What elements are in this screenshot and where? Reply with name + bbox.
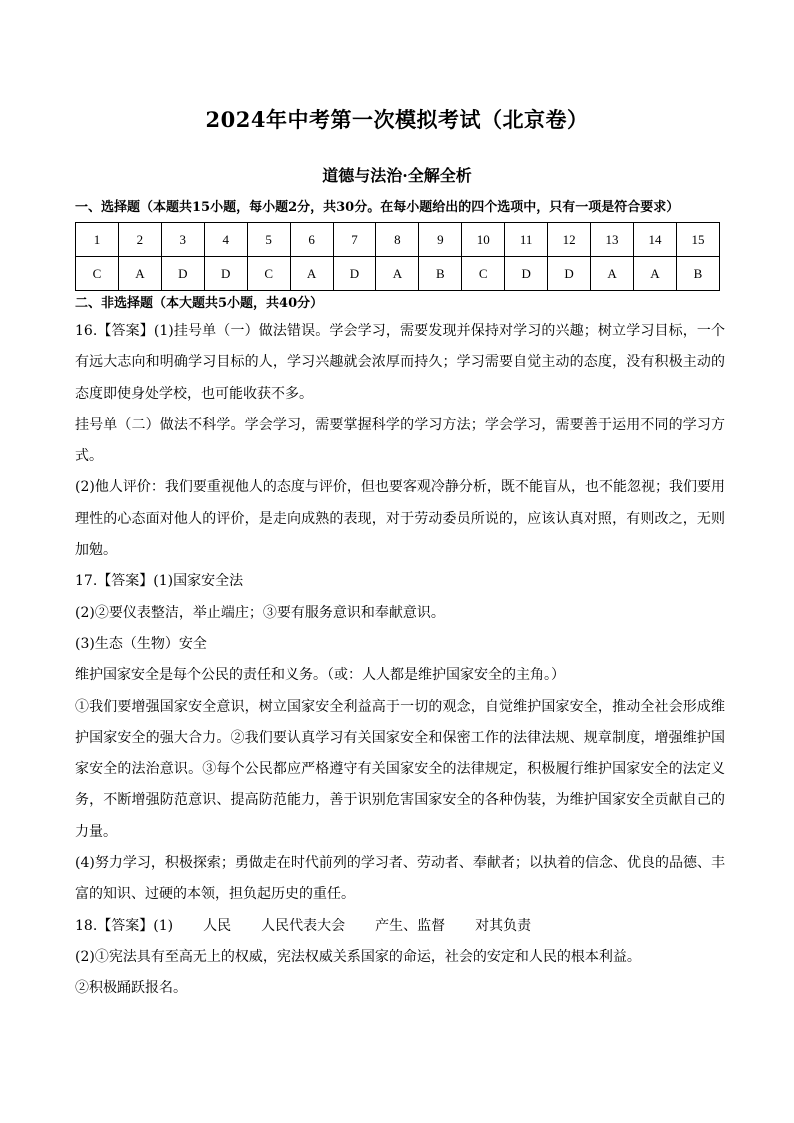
answer-cell: C: [247, 257, 290, 291]
q17-answer-part3: (3)生态（生物）安全: [75, 635, 207, 652]
page-title: 2024年中考第一次模拟考试（北京卷）: [205, 107, 589, 132]
answer-cell: A: [376, 257, 419, 291]
question-number-cell: 10: [462, 223, 505, 257]
q16-answer-part2: 挂号单（二）做法不科学。学会学习，需要掌握科学的学习方法；学会学习，需要善于运用不同的学习方式。: [75, 416, 725, 465]
answer-table: [75, 222, 720, 291]
q18-blank-4: 对其负责: [475, 917, 532, 934]
q18-answer-part2: (2)①宪法具有至高无上的权威，宪法权威关系国家的命运，社会的安定和人民的根本利益。: [75, 948, 641, 965]
question-number-cell: 15: [676, 223, 719, 257]
answer-cell: C: [76, 257, 119, 291]
answer-cell: A: [118, 257, 161, 291]
question-number-cell: 9: [419, 223, 462, 257]
q17-answer-part6: (4)努力学习，积极探索；勇做走在时代前列的学习者、劳动者、奉献者；以执着的信念、优良的品德、丰富的知识、过硬的本领，担负起历史的重任。: [75, 855, 725, 903]
question-number-cell: 3: [161, 223, 204, 257]
q17-answer-part2: (2)②要仪表整洁，举止端庄；③要有服务意识和奉献意识。: [75, 604, 445, 621]
answer-cell: A: [290, 257, 333, 291]
q17-answer-part5: ①我们要增强国家安全意识，树立国家安全利益高于一切的观念，自觉维护国家安全，推动全社会形成维护国家安全的强大合力。②我们要认真学习有关国家安全和保密工作的法律法规、规章制度，增强维护国家安全的法治意识。③每个公民都应严格遵守有关国家安全的法律规定，积极履行维护国家安全的法定义务，不断增强防范意识、提高防范能力，善于识别危害国家安全的各种伪装，为维护国家安全贡献自己的力量。: [75, 698, 725, 840]
question-number-cell: 12: [548, 223, 591, 257]
answer-table-number-row: [76, 223, 720, 257]
q17-answer-part1: 17.【答案】(1)国家安全法: [75, 573, 244, 590]
answer-cell: B: [419, 257, 462, 291]
question-number-cell: 7: [333, 223, 376, 257]
q18-answer-part1: [75, 911, 725, 942]
answer-cell: A: [591, 257, 634, 291]
question-number-cell: 1: [76, 223, 119, 257]
question-number-cell: 11: [505, 223, 548, 257]
answer-cell: D: [204, 257, 247, 291]
q18-blank-2: 人民代表大会: [261, 917, 346, 934]
section1-heading: 一、选择题（本题共15小题，每小题2分，共30分。在每小题给出的四个选项中，只有一项是符合要求）: [75, 200, 680, 215]
question-number-cell: 8: [376, 223, 419, 257]
answer-cell: D: [548, 257, 591, 291]
question-number-cell: 13: [591, 223, 634, 257]
q18-blank-3: 产生、监督: [375, 917, 446, 934]
question-number-cell: 4: [204, 223, 247, 257]
answer-cell: B: [676, 257, 719, 291]
answer-cell: D: [505, 257, 548, 291]
answer-table-answer-row: [76, 257, 720, 291]
q17-answer-part4: 维护国家安全是每个公民的责任和义务。（或：人人都是维护国家安全的主角。）: [75, 667, 565, 684]
q18-prefix: 18.【答案】(1): [75, 917, 174, 934]
question-number-cell: 6: [290, 223, 333, 257]
q16-answer-part1: 16.【答案】(1)挂号单（一）做法错误。学会学习，需要发现并保持对学习的兴趣；树立学习目标，一个有远大志向和明确学习目标的人，学习兴趣就会浓厚而持久；学习需要自觉主动的态度，没有积极主动的态度即使身处学校，也可能收获不多。: [75, 323, 725, 402]
question-number-cell: 5: [247, 223, 290, 257]
question-number-cell: 14: [633, 223, 676, 257]
answer-cell: A: [633, 257, 676, 291]
q18-blank-1: 人民: [203, 917, 232, 934]
answer-cell: C: [462, 257, 505, 291]
section2-heading: 二、非选择题（本大题共5小题，共40分）: [75, 296, 324, 311]
question-number-cell: 2: [118, 223, 161, 257]
q18-answer-part3: ②积极踊跃报名。: [75, 980, 187, 997]
answer-cell: D: [161, 257, 204, 291]
page-subtitle: 道德与法治·全解全析: [322, 166, 472, 185]
q16-answer-part3: (2)他人评价：我们要重视他人的态度与评价，但也要客观冷静分析，既不能盲从，也不能忽视；我们要用理性的心态面对他人的评价，是走向成熟的表现，对于劳动委员所说的，应该认真对照，有则改之，无则加勉。: [75, 479, 725, 559]
answer-cell: D: [333, 257, 376, 291]
answers-body: [75, 316, 725, 1005]
